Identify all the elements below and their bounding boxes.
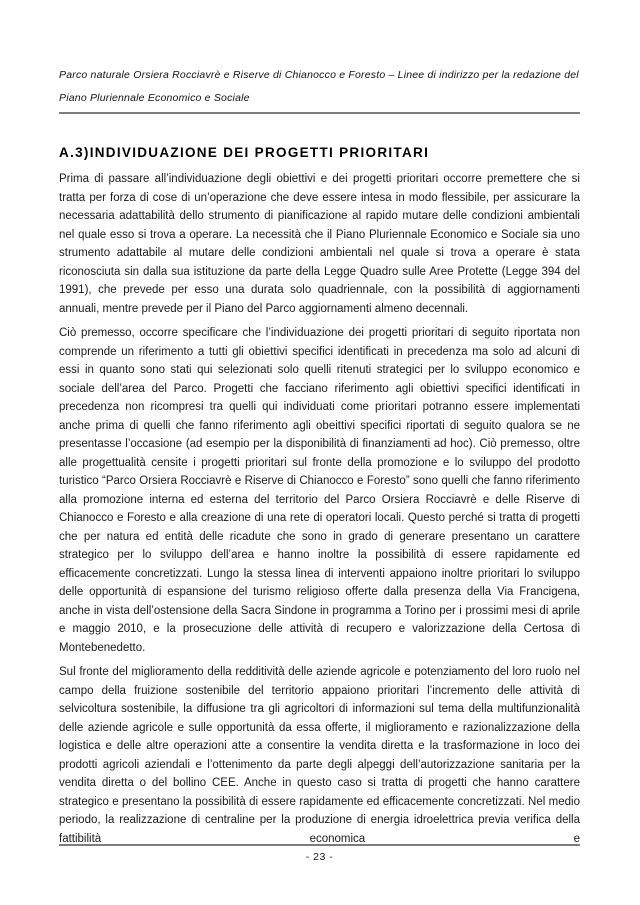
- page-header: [59, 64, 580, 114]
- paragraph-premessa: Prima di passare all’individuazione degli obiettivi e dei progetti prioritari occorre premettere che si tratta per forza di cose di un’operazione che deve essere intesa in modo flessibile, per assicurare la necessaria adattabilità dello strumento di pianificazione al rapido mutare delle condizioni ambientali nel quale esso si trova a operare. La necessità che il Piano Pluriennale Economico e Sociale sia uno strumento adattabile al mutare delle condizioni ambientali nel quale si trova a operare è stata riconosciuta sin dalla sua istituzione da parte della Legge Quadro sulle Aree Protette (Legge 394 del 1991), che prevede per esso una durata solo quadriennale, con la possibilità di aggiornamenti annuali, mentre prevede per il Piano del Parco aggiornamenti almeno decennali.: [59, 173, 580, 315]
- paragraph-aziende-agricole: Sul fronte del miglioramento della redditività delle aziende agricole e potenziamento del loro ruolo nel campo della fruizione sostenibile del territorio appaiono prioritari l’incremento delle attività di selvicoltura sostenibile, la diffusione tra gli agricoltori di informazioni sul tema della multifunzionalità delle aziende agricole e sulle opportunità da essa offerte, il miglioramento e razionalizzazione della logistica e delle altre operazioni atte a consentire la vendita diretta e la trasformazione in loco dei prodotti agricoli aziendali e l’ottenimento da parte degli alpeggi dell’autorizzazione sanitaria per la vendita diretta o del bollino CEE. Anche in questo caso si tratta di progetti che hanno carattere strategico e presentano la possibilità di essere rapidamente ed efficacemente concretizzati. Nel medio periodo, la realizzazione di centraline per la produzione di energia idroelettrica previa verifica della fattibilità economica e: [59, 666, 580, 845]
- header-title-line2: Piano Pluriennale Economico e Sociale: [59, 92, 250, 104]
- document-body: [59, 170, 580, 848]
- paragraph-progetti-prioritari: Ciò premesso, occorre specificare che l’individuazione dei progetti prioritari di seguito riportata non comprende un riferimento a tutti gli obiettivi specifici identificati in precedenza ma solo ad alcuni di essi in quanto sono stati qui selezionati solo quelli ritenuti strategici per lo sviluppo economico e sociale dell’area del Parco. Progetti che facciano riferimento agli obiettivi specifici identificati in precedenza non ricompresi tra quelli qui individuati come prioritari potranno essere implementati anche prima di quelli che fanno riferimento agli obeittivi specifici riportati di seguito qualora se ne presentasse l’occasione (ad esempio per la disponibilità di finanziamenti ad hoc). Ciò premesso, oltre alle progettualità censite i progetti prioritari sul fronte della promozione e lo sviluppo del prodotto turistico “Parco Orsiera Rocciavrè e Riserve di Chianocco e Foresto” sono quelli che fanno riferimento alla promozione interna ed esterna del territorio del Parco Orsiera Rocciavrè e delle Riserve di Chianocco e Foresto e alla creazione di una rete di operatori locali. Questo perché si tratta di progetti che per natura ed entità delle ricadute che sono in grado di generare presentano un carattere strategico per lo sviluppo dell’area e hanno inoltre la possibilità di essere rapidamente ed efficacemente concretizzati. Lungo la stessa linea di interventi appaiono inoltre prioritari lo sviluppo delle opportunità di espansione del turismo religioso offerte dalla presenza della Via Francigena, anche in vista dell’ostensione della Sacra Sindone in programma a Torino per i prossimi mesi di aprile e maggio 2010, e la prosecuzione delle attività di recupero e valorizzazione della Certosa di Montebenedetto.: [59, 327, 580, 654]
- page-footer: [59, 844, 580, 863]
- header-title-line1: Parco naturale Orsiera Rocciavrè e Riserve di Chianocco e Foresto – Linee di indirizzo per la redazione del: [59, 69, 579, 81]
- section-heading: A.3)INDIVIDUAZIONE DEI PROGETTI PRIORITARI: [59, 145, 430, 160]
- page-number: - 23 -: [305, 851, 334, 863]
